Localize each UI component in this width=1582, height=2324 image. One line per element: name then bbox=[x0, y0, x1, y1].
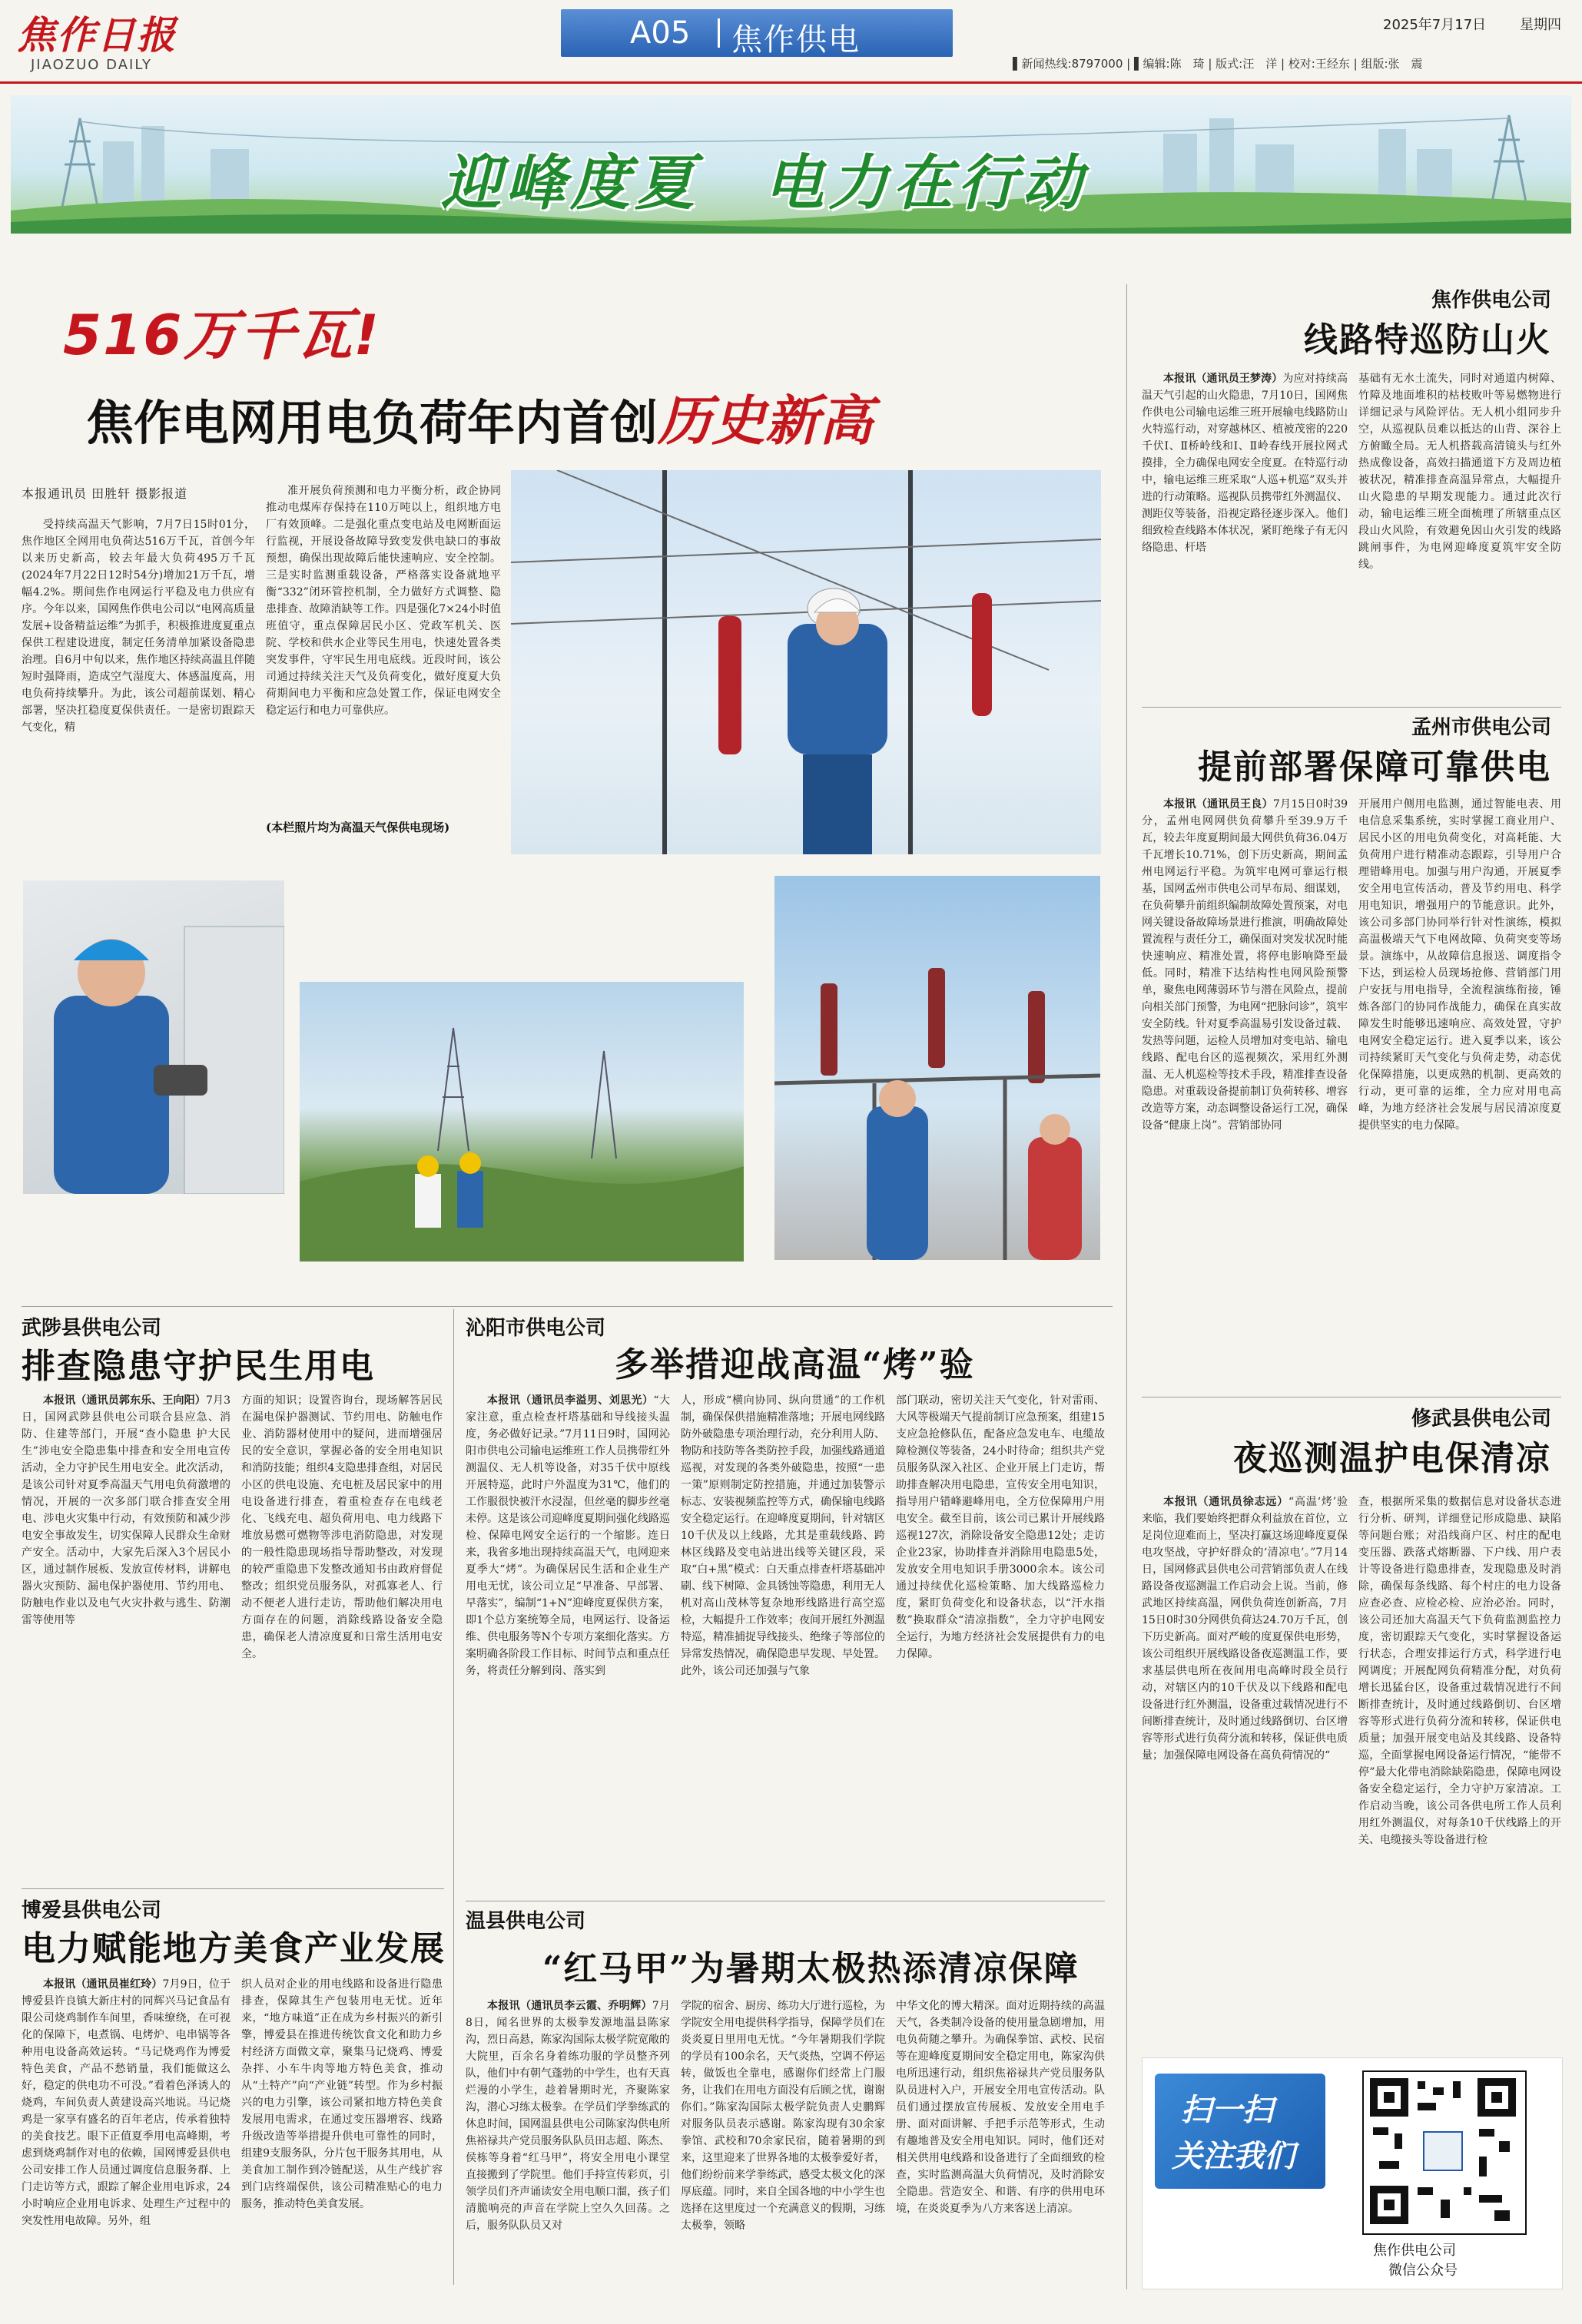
wushe-column-2: 方面的知识；设置咨询台，现场解答居民在漏电保护器测试、节约用电、防触电作业、消防器材使用中的疑问，进而增强居民的安全意识，掌握必备的安全用电知识和消防技能；组织4支隐患排查组，对居民小区的供电设施、充电桩及居民家中的用电设备进行排查，着重检查存在电线老化、飞线充电、超负荷用电、电力线路下堆放易燃可燃物等涉电消防隐患，对发现的一般性隐患现场指导帮助整改，对发现的较严重隐患下发整改通知书由政府督促整改；组织党员服务队，对孤寡老人、行动不便老人进行走访，帮助他们解决用电方面存在的问题，消除线路设备安全隐患，确保老人清凉度夏和日常生活用电安全。 bbox=[241, 1394, 443, 1660]
xianlu-column-1: 本报讯（通讯员王梦涛）为应对持续高温天气引起的山火隐患，7月10日，国网焦作供电公司输电运维三班开展输电线路防山火特巡行动，对穿越林区、植被茂密的220千伏Ⅰ、Ⅱ桥岭线和Ⅰ、Ⅱ岭春线开展拉网式摸排，全力确保电网安全度夏。在特巡行动中，输电运维三班采取“人巡+机巡”双头并进的行动策略。巡视队员携带红外测温仪、测距仪等装备，沿视定路径逐步深入。他们细致检查线路本体状况，紧盯绝缘子有无闪络隐患、杆塔 bbox=[1142, 373, 1348, 554]
xiuwu-column-2: 查，根据所采集的数据信息对设备状态进行分析、研判，详细登记形成隐患、缺陷等问题台账；对沿线商户区、村庄的配电变压器、跌落式熔断器、下户线、用户表计等设备进行隐患排查，发现隐患及时消除，确保每条线路、每个村庄的电力设备应查必查、应检必检、应治必治。同时，该公司还加大高温天气下负荷监测监控力度，密切跟踪天气变化，实时掌握设备运行状态，合理安排运行方式，科学进行电网调度；开展配网负荷精准分配，对负荷增长迅猛台区，设备重过载情况进行不间断排查统计，及时通过线路倒切、台区增容等形式进行负荷分流和转移，保证供电质量；加强开展变电站及其线路、设备特巡，全面掌握电网设备运行情况，“能带不停”最大化带电消除缺陷隐患，保障电网设备安全稳定运行，全力守护万家清凉。工作启动当晚，该公司各供电所工作人员利用红外测温仪，对每条10千伏线路上的开关、电缆接头等设备进行检 bbox=[1358, 1496, 1561, 1846]
lead-photo-caption: (本栏照片均为高温天气保供电现场) bbox=[266, 821, 450, 834]
lineworker-illustration bbox=[511, 470, 1101, 854]
xiuwu-company: 修武县供电公司 bbox=[1411, 1407, 1551, 1431]
newspaper-logo: 焦作日报 bbox=[17, 12, 177, 58]
section-divider bbox=[718, 18, 720, 48]
column-divider-vertical bbox=[453, 1309, 454, 2285]
qinyang-company: 沁阳市供电公司 bbox=[466, 1317, 606, 1340]
boai-column-1: 本报讯（通讯员崔红玲）7月9日，位于博爱县许良镇大新庄村的同辉兴马记食品有限公司烧鸡制作车间里，香味缭绕，在可视化的保障下，电煮锅、电烤炉、电串锅等各种用电设备高效运转。“马记烧鸡作为博爱特色美食，产品不愁销量，我们能做这么好，稳定的供电功不可没。”看着色泽诱人的烧鸡，车间负责人黄建设高兴地说。马记烧鸡是一家享有盛名的百年老店，传承着独特的美食技艺。眼下正值夏季用电高峰期，考虑到烧鸡制作对电的依赖，国网博爱县供电公司安排工作人员通过调度信息服务群、上门走访等方式，跟踪了解企业用电诉求，24小时响应企业用电诉求、处理生产过程中的突发性用电故障。另外，组 bbox=[22, 1978, 231, 2227]
section-name: 焦作供电 bbox=[731, 22, 861, 58]
xiuwu-byline: 本报讯 bbox=[1163, 1496, 1198, 1508]
qr-code-icon bbox=[1364, 2072, 1522, 2230]
wenxian-column-1: 本报讯（通讯员李云霞、乔明辉）7月8日，闻名世界的太极拳发源地温县陈家沟，烈日高悬，陈家沟国际太极学院宽敞的大院里，百余名身着练功服的学员整齐列队，他们中有朝气蓬勃的中学生，也有天真烂漫的小学生，趁着暑期时光，齐聚陈家沟，潜心习练太极拳。在学员们学拳练武的休息时间，国网温县供电公司陈家沟供电所焦裕禄共产党员服务队队员田志超、陈杰、侯栋等身着“红马甲”，将安全用电小课堂直接搬到了学院里。他们手持宣传彩页，引领学员们齐声诵读安全用电顺口溜，孩子们清脆响亮的声音在学院上空久久回荡。之后，服务队队员又对 bbox=[466, 2000, 670, 2232]
lead-byline: 本报通讯员 田胜轩 摄影报道 bbox=[22, 486, 188, 501]
photo-tower-hill bbox=[300, 982, 744, 1261]
masthead bbox=[0, 0, 1582, 91]
xianlu-author: （通讯员王梦涛） bbox=[1196, 373, 1283, 385]
substation-illustration bbox=[774, 876, 1100, 1260]
right-column-divider bbox=[1126, 284, 1127, 2289]
wenxian-company: 温县供电公司 bbox=[466, 1910, 586, 1933]
mengzhou-column-1: 本报讯（通讯员王良）7月15日0时39分，孟州电网网供负荷攀升至39.9万千瓦，较去年度夏期间最大网供负荷36.04万千瓦增长10.71%，创下历史新高，期间孟州电网运行平稳。为筑牢电网可靠运行根基，国网孟州市供电公司早布局、细谋划，在负荷攀升前组织编制故障处置预案，对电网关键设备故障场景进行推演，明确故障处置流程与责任分工，确保面对突发状况时能快速响应、精准处置，将停电影响降至最低。同时，精准下达结构性电网风险预警单，聚焦电网薄弱环节与潜在风险点，提前向相关部门预警，为电网“把脉问诊”，筑牢安全防线。针对夏季高温易引发设备过载、发热等问题，运检人员增加对变电站、输电线路、配电台区的巡视频次，采用红外测温、无人机巡检等技术手段，精准排查设备隐患。对重载设备提前制订负荷转移、增容改造等方案，动态调整设备运行工况，确保设备“健康上岗”。营销部协同 bbox=[1142, 798, 1348, 1132]
staff-credits: ▌新闻热线:8797000 | ▌编辑:陈 琦 | 版式:汪 洋 | 校对:王经东 | 组版:张 震 bbox=[1013, 57, 1423, 71]
wenxian-author: （通讯员李云霞、乔明辉） bbox=[519, 2000, 652, 2012]
lead-photo-lineworker bbox=[511, 470, 1101, 854]
boai-title: 电力赋能地方美食产业发展 bbox=[22, 1929, 446, 1968]
lead-column-1: 受持续高温天气影响，7月7日15时01分，焦作地区全网用电负荷达516万千瓦，首创今年以来历史新高，较去年最大负荷495万千瓦(2024年7月22日12时54分)增加21万千瓦，增幅4.2%。期间焦作电网运行平稳及电力供应有序。今年以来，国网焦作供电公司以“电网高质量发展+设备精益运维”为抓手，积极推进度夏重点保供工程建设进度，制定任务清单加紧设备隐患治理。自6月中旬以来，焦作地区持续高温且伴随短时强降雨，造成空气湿度大、体感温度高，用电负荷持续攀升。为此，该公司超前谋划、精心部署，坚决扛稳度夏保供责任。一是密切跟踪天气变化，精 bbox=[22, 519, 255, 734]
xianlu-column-2: 基础有无水土流失，同时对通道内树障、竹障及地面堆积的枯枝败叶等易燃物进行详细记录与风险评估。无人机小组同步升空，从巡视队员难以抵达的山背、深谷上方俯瞰全局。无人机搭载高清镜头与红外热成像设备，高效扫描通道下方及周边植被状况，精准排查高温异常点，大幅提升山火隐患的早期发现能力。通过此次行动，输电运维三班全面梳理了所辖重点区段山火风险，有效避免因山火引发的线路跳闸事件，为电网迎峰度夏筑牢安全防线。 bbox=[1358, 373, 1561, 571]
qr-promo bbox=[1142, 2057, 1563, 2289]
worker-equipment-illustration bbox=[23, 880, 284, 1194]
photo-worker-equipment bbox=[23, 880, 284, 1194]
lead-headline-main: 焦作电网用电负荷年内首创 bbox=[86, 395, 658, 451]
xianlu-divider bbox=[1142, 707, 1561, 708]
wushe-company: 武陟县供电公司 bbox=[22, 1317, 162, 1340]
xiuwu-author: （通讯员徐志远） bbox=[1197, 1496, 1289, 1508]
banner-title: 迎峰度夏 电力在行动 bbox=[441, 148, 1087, 218]
wushe-bottom-divider bbox=[22, 1888, 444, 1889]
wenxian-title: “红马甲”为暑期太极热添清凉保障 bbox=[542, 1949, 1080, 1988]
photo-substation bbox=[774, 876, 1100, 1260]
boai-company: 博爱县供电公司 bbox=[22, 1899, 162, 1922]
qr-label-2: 微信公众号 bbox=[1388, 2263, 1458, 2279]
lead-headline bbox=[86, 378, 873, 456]
xiuwu-column-1: 本报讯（通讯员徐志远）“高温‘烤’验来临，我们要始终把群众利益放在首位，立足岗位迎难而上，坚决打赢这场迎峰度夏保电攻坚战，守护好群众的‘清凉电’。”7月14日，国网修武县供电公司营销部负责人在线路设备夜巡测温工作启动会上说。当前，修武地区持续高温，网供负荷连创新高，7月15日0时30分网供负荷达24.70万千瓦，创下历史新高。面对严峻的度夏保供电形势，该公司组织开展线路设备夜巡测温工作，要求基层供电所在夜间用电高峰时段全员行动，对辖区内的10千伏及以下线路和配电设备进行红外测温，设备重过载情况进行不间断排查统计，及时通过线路倒切、台区增容等形式进行负荷分流和转移，保证供电质量；加强保障电网设备在高负荷情况的“ bbox=[1142, 1496, 1348, 1762]
qinyang-byline: 本报讯 bbox=[487, 1394, 521, 1407]
mengzhou-column-2: 开展用户侧用电监测，通过智能电表、用电信息采集系统，实时掌握工商业用户、居民小区的用电负荷变化，对高耗能、大负荷用户进行精准动态跟踪，引导用户合理错峰用电。加强与用户沟通，开展夏季安全用电宣传活动，普及节约用电、科学用电知识，增强用户的节能意识。此外，该公司多部门协同举行针对性演练，模拟高温极端天气下电网故障、负荷突变等场景。演练中，从故障信息报送、调度指令下达，到运检人员现场抢修、营销部门用户安抚与用电指导，全流程演练衔接，锤炼各部门的协同作战能力，确保在真实故障发生时能够迅速响应、高效处置，守护电网安全稳定运行。进入夏季以来，该公司持续紧盯天气变化与负荷走势，动态优化保障措施，以更成熟的机制、更高效的行动，更可靠的运维，全力应对用电高峰，为地方经济社会发展与居民清凉度夏提供坚实的电力保障。 bbox=[1358, 798, 1561, 1132]
qr-code[interactable] bbox=[1362, 2070, 1527, 2235]
qinyang-column-1: 本报讯（通讯员李溢男、刘思光）“大家注意，重点检查杆塔基础和导线接头温度，务必做好记录。”7月11日9时，国网沁阳市供电公司输电运维班工作人员携带红外测温仪、无人机等设备，对35千伏中原线开展特巡，此时户外温度为31℃，他们的工作服很快被汗水浸湿，但丝毫的脚步丝毫未停。这是该公司迎峰度夏期间强化线路巡检、保障电网安全运行的一个缩影。连日来，我省多地出现持续高温天气，电网迎来夏季大“烤”。为确保居民生活和企业生产用电无忧，该公司立足“早准备、早部署、早落实”，编制“1+N”迎峰度夏保供方案，即1个总方案统筹全局，电网运行、设备运维、供电服务等N个专项方案细化落实。方案明确各阶段工作目标、时间节点和重点任务，将责任分解到岗、落实到 bbox=[466, 1394, 670, 1677]
boai-author: （通讯员崔红玲） bbox=[75, 1978, 163, 1991]
xianlu-company: 焦作供电公司 bbox=[1431, 289, 1551, 312]
qinyang-author: （通讯员李溢男、刘思光） bbox=[520, 1394, 654, 1407]
wushe-title: 排查隐患守护民生用电 bbox=[22, 1347, 375, 1386]
qr-follow-text: 关注我们 bbox=[1172, 2139, 1295, 2174]
xiuwu-title: 夜巡测温护电保清凉 bbox=[1233, 1439, 1551, 1478]
lead-column-2: 准开展负荷预测和电力平衡分析，政企协同推动电煤库存保持在110万吨以上，组织地方电厂有效顶峰。二是强化重点变电站及电网断面运行监视，开展设备故障导致变发供电缺口的事故预想，确保出现故障后能快速响应、安全控制。三是实时监测重载设备，严格落实设备就地平衡“332”闭环管控机制，全力做好方式调整、隐患排查、故障消缺等工作。四是强化7×24小时值班值守，重点保障居民小区、党政军机关、医院、学校和供水企业等民生用电，快速处置各类突发事件，守牢民生用电底线。近段时间，该公司通过持续关注天气及负荷变化，做好度夏大负荷期间电力平衡和应急处置工作，保证电网安全稳定运行和电力可靠供应。 bbox=[266, 485, 501, 717]
page-number: A05 bbox=[630, 15, 691, 51]
lead-headline-big: 516万千瓦! bbox=[63, 303, 381, 367]
mengzhou-title: 提前部署保障可靠供电 bbox=[1198, 748, 1551, 787]
section-header bbox=[561, 9, 953, 57]
wenxian-byline: 本报讯 bbox=[487, 2000, 520, 2012]
mengzhou-company: 孟州市供电公司 bbox=[1411, 716, 1551, 739]
qinyang-column-3: 部门联动，密切关注天气变化，针对雷雨、大风等极端天气提前制订应急预案，组建15支应急抢修队伍，配备应急发电车、电缆故障检测仪等装备，24小时待命；组织共产党员服务队深入社区、企业开展上门走访，帮助排查解决用电隐患，宣传安全用电知识，指导用户错峰避峰用电，全方位保障用户用电安全。截至目前，该公司已累计开展线路巡视127次，消除设备安全隐患12处；走访企业23家，协助排查并消除用电隐患5处，发放安全用电知识手册3000余本。该公司通过持续优化巡检策略、加大线路巡检力度，紧盯负荷变化和设备状态，以“汗水指数”换取群众“清凉指数”，全力守护电网安全运行，为地方经济社会发展提供有力的电力保障。 bbox=[896, 1394, 1105, 1660]
masthead-rule bbox=[0, 81, 1582, 84]
newspaper-logo-en: JIAOZUO DAILY bbox=[31, 57, 152, 73]
tower-hill-illustration bbox=[300, 982, 744, 1261]
boai-byline: 本报讯 bbox=[43, 1978, 76, 1991]
mengzhou-author: （通讯员王良） bbox=[1196, 798, 1273, 811]
wenxian-column-3: 中华文化的博大精深。面对近期持续的高温天气，各类制冷设备的使用量急剧增加，用电负荷随之攀升。为确保拳馆、武校、民宿等在迎峰度夏期间安全稳定用电，陈家沟供电所迅速行动，组织焦裕禄共产党员服务队队员进村入户，开展安全用电宣传活动。队员们通过摆放宣传展板、发放安全用电手册、面对面讲解、手把手示范等形式，生动有趣地普及安全用电知识。同时，他们还对相关供用电线路和设备进行了全面细致的检查，实时监测高温大负荷情况，及时消除安全隐患。营造安全、和谐、有序的供用电环境，在炎炎夏季为八方来客送上清凉。 bbox=[896, 2000, 1105, 2215]
xianlu-title: 线路特巡防山火 bbox=[1304, 320, 1551, 360]
qr-promo-badge bbox=[1155, 2074, 1325, 2189]
qinyang-title: 多举措迎战高温“烤”验 bbox=[615, 1345, 975, 1384]
issue-weekday: 星期四 bbox=[1520, 17, 1561, 33]
lead-bottom-divider bbox=[22, 1306, 1113, 1307]
wushe-byline: 本报讯 bbox=[43, 1394, 76, 1407]
wushe-column-1: 本报讯（通讯员郭东乐、王向阳）7月3日，国网武陟县供电公司联合县应急、消防、住建等部门，开展“查小隐患 护大民生”涉电安全隐患集中排查和安全用电宣传活动，全力守护民生用电安全。此次活动，是该公司针对夏季高温天气用电负荷激增的情况，开展的一次多部门联合排查安全用电、涉电火灾集中行动，有效预防和减少涉电安全事故发生，切实保障人民群众生命财产安全。活动中，大家先后深入3个居民小区，通过制作展板、发放宣传材料，讲解电器火灾预防、漏电保护器使用、节约用电、防触电作业以及电气火灾扑救与逃生、防潮雷等使用等 bbox=[22, 1394, 231, 1626]
wushe-author: （通讯员郭东乐、王向阳） bbox=[75, 1394, 206, 1407]
qr-scan-text: 扫一扫 bbox=[1181, 2093, 1273, 2128]
boai-column-2: 织人员对企业的用电线路和设备进行隐患排查，保障其生产包装用电无忧。近年来，“地方味道”正在成为乡村振兴的新引擎，博爱县在推进传统饮食文化和助力乡村经济方面做文章，聚集马记烧鸡、博爱杂拌、小车牛肉等地方特色美食，推动从“土特产”向“产业链”转型。作为乡村振兴的电力引擎，该公司紧扣地方特色美食发展用电需求，在通过变压器增容、线路升级改造等举措提升供电可靠性的同时，组建9支服务队，分片包干服务其用电，从美食加工制作到冷链配送，从生产线扩容到门店终端保供，该公司精准贴心的电力服务，推动特色美食发展。 bbox=[241, 1978, 443, 2210]
mengzhou-byline: 本报讯 bbox=[1163, 798, 1196, 811]
xianlu-byline: 本报讯 bbox=[1163, 373, 1196, 385]
banner bbox=[11, 95, 1571, 234]
qr-label-1: 焦作供电公司 bbox=[1373, 2243, 1456, 2259]
qinyang-column-2: 人，形成“横向协同、纵向贯通”的工作机制，确保保供措施精准落地；开展电网线路防外破隐患专项治理行动，充分利用人防、物防和技防等各类防控手段，加强线路通道巡视，对发现的各类外破隐患，按照“一患一策”原则制定防控措施，并通过加装警示标志、安装视频监控等方式，确保输电线路安全稳定运行。在迎峰度夏期间，针对辖区10千伏及以上线路，尤其是重载线路、跨林区线路及变电站进出线等关键区段，采取“白+黑”模式：白天重点排查杆塔基础冲刷、线下树障、金具锈蚀等隐患，利用无人机对高山茂林等复杂地形线路进行高空巡检，大幅提升工作效率；夜间开展红外测温特巡，精准捕捉导线接头、绝缘子等部位的异常发热情况，确保隐患早发现、早处置。此外，该公司还加强与气象 bbox=[681, 1394, 885, 1677]
lead-headline-emphasis: 历史新高 bbox=[658, 390, 874, 453]
issue-date: 2025年7月17日 bbox=[1383, 17, 1487, 33]
wenxian-column-2: 学院的宿舍、厨房、练功大厅进行巡检，为学院安全用电提供科学指导，保障学员们在炎炎夏日里用电无忧。“今年暑期我们学院的学员有100余名，天气炎热，空调不停运转，做饭也全靠电，感谢你们经常上门服务，让我们在用电方面没有后顾之忧，谢谢你们。”陈家沟国际太极学院负责人史鹏辉对服务队员表示感谢。陈家沟现有30余家拳馆、武校和70余家民宿，随着暑期的到来，这里迎来了世界各地的太极拳爱好者，他们纷纷前来学拳练武，感受太极文化的深厚底蕴。同时，来自全国各地的中小学生也选择在这里度过一个充满意义的假期，习练太极拳，领略 bbox=[681, 2000, 885, 2232]
